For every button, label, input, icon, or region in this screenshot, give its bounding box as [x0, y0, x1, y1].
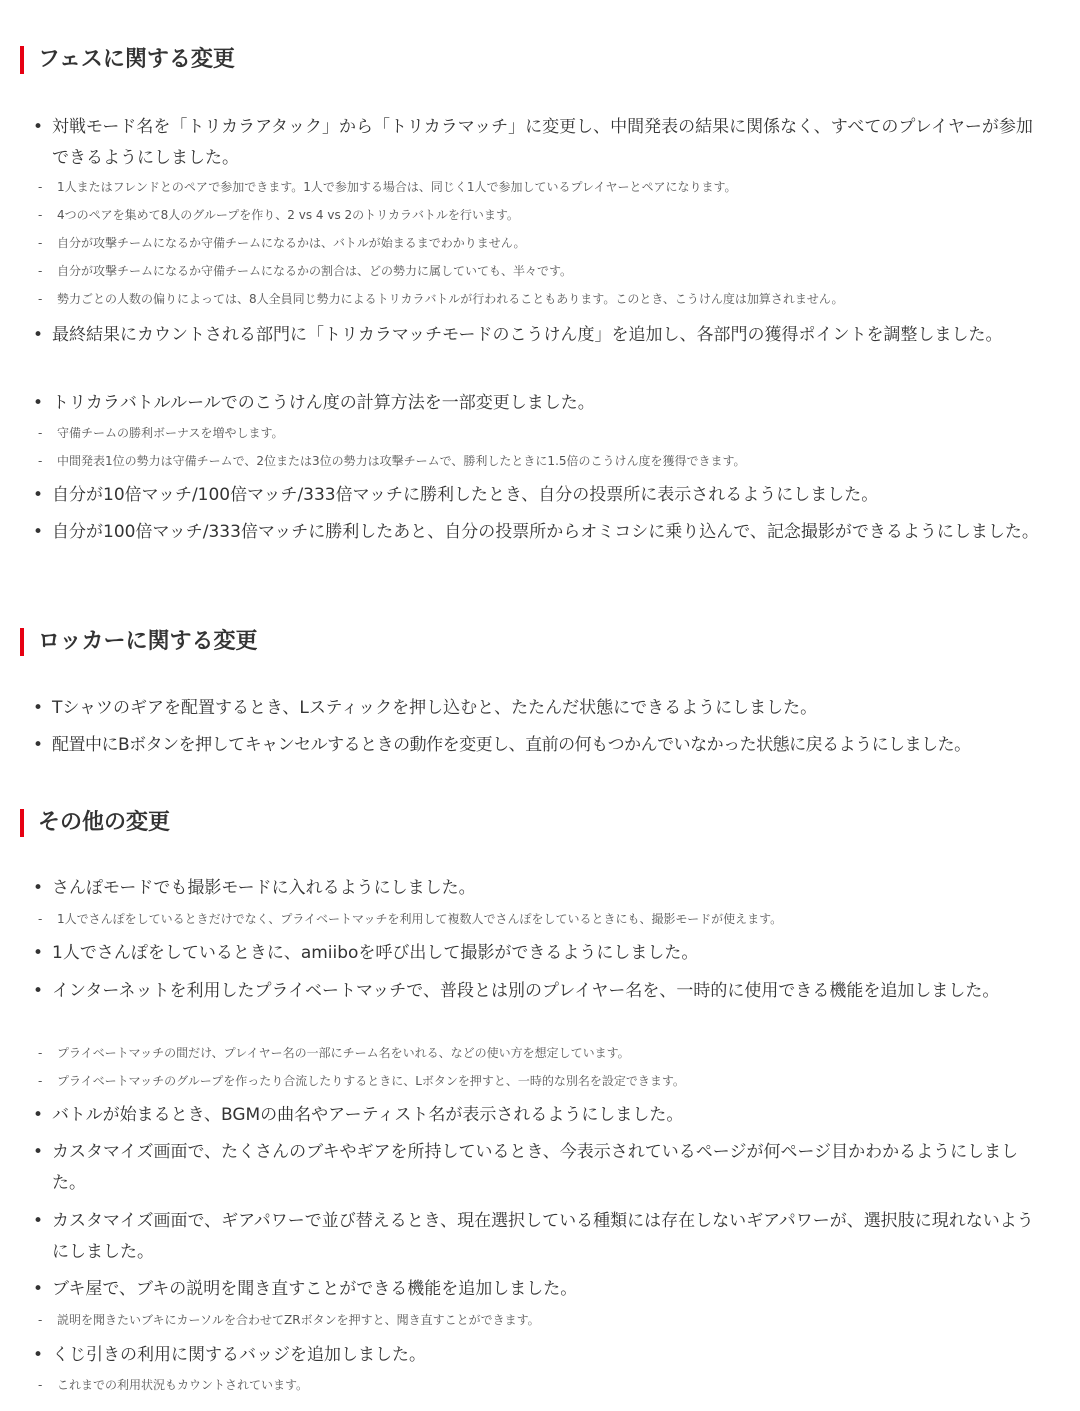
bullet-marker: • [33, 698, 44, 718]
list-item: インターネットを利用したプライベートマッチで、普段とは別のプレイヤー名を、一時的に使用できる機能を追加しました。 [52, 981, 1000, 1001]
bullet-marker: • [33, 325, 44, 345]
sub-list-item: 勢力ごとの人数の偏りによっては、8人全員同じ勢力によるトリカラバトルが行われることもあります。このとき、こうけん度は加算されません。 [57, 292, 844, 306]
dash-marker: - [38, 454, 43, 468]
dash-marker: - [38, 1378, 43, 1392]
sub-list-item: 1人でさんぽをしているときだけでなく、プライベートマッチを利用して複数人でさんぽをしているときにも、撮影モードが使えます。 [57, 912, 783, 926]
dash-marker: - [38, 426, 43, 440]
sub-list-item: 自分が攻撃チームになるか守備チームになるかは、バトルが始まるまでわかりません。 [57, 236, 526, 250]
dash-marker: - [38, 180, 43, 194]
dash-marker: - [38, 1046, 43, 1060]
list-item: 対戦モード名を「トリカラアタック」から「トリカラマッチ」に変更し、中間発表の結果に関係なく、すべてのプレイヤーが参加できるようにしました。 [52, 117, 1033, 168]
list-item: カスタマイズ画面で、たくさんのブキやギアを所持しているとき、今表示されているページが何ページ目かわかるようにしました。 [52, 1142, 1019, 1193]
bullet-marker: • [33, 878, 44, 898]
sub-list-item: これまでの利用状況もカウントされています。 [57, 1378, 309, 1392]
bullet-marker: • [33, 485, 44, 505]
bullet-marker: • [33, 522, 44, 542]
list-item: くじ引きの利用に関するバッジを追加しました。 [52, 1345, 426, 1365]
bullet-marker: • [33, 393, 44, 413]
list-item: カスタマイズ画面で、ギアパワーで並び替えるとき、現在選択している種類には存在しないギアパワーが、選択肢に現れないようにしました。 [52, 1211, 1034, 1262]
sub-list-item: 守備チームの勝利ボーナスを増やします。 [57, 426, 284, 440]
list-item: 1人でさんぽをしているときに、amiiboを呼び出して撮影ができるようにしました。 [52, 943, 699, 963]
bullet-marker: • [33, 1142, 44, 1162]
bullet-marker: • [33, 117, 44, 137]
sub-list-item: プライベートマッチのグループを作ったり合流したりするときに、Lボタンを押すと、一時的な別名を設定できます。 [57, 1074, 685, 1088]
list-item: 配置中にBボタンを押してキャンセルするときの動作を変更し、直前の何もつかんでいなかった状態に戻るようにしました。 [52, 735, 971, 755]
bullet-marker: • [33, 1279, 44, 1299]
list-item: さんぽモードでも撮影モードに入れるようにしました。 [52, 878, 476, 898]
section-title-locker: ロッカーに関する変更 [20, 628, 258, 656]
list-item: 自分が100倍マッチ/333倍マッチに勝利したあと、自分の投票所からオミコシに乗り込んで、記念撮影ができるようにしました。 [52, 522, 1039, 542]
bullet-marker: • [33, 1211, 44, 1231]
dash-marker: - [38, 236, 43, 250]
dash-marker: - [38, 912, 43, 926]
sub-list-item: 4つのペアを集めて8人のグループを作り、2 vs 4 vs 2のトリカラバトルを行います。 [57, 208, 519, 222]
dash-marker: - [38, 208, 43, 222]
sub-list-item: 1人またはフレンドとのペアで参加できます。1人で参加する場合は、同じく1人で参加しているプレイヤーとペアになります。 [57, 180, 737, 194]
list-item: ブキ屋で、ブキの説明を聞き直すことができる機能を追加しました。 [52, 1279, 578, 1299]
bullet-marker: • [33, 1345, 44, 1365]
sub-list-item: 説明を聞きたいブキにカーソルを合わせてZRボタンを押すと、聞き直すことができます。 [57, 1313, 540, 1327]
dash-marker: - [38, 264, 43, 278]
list-item: 自分が10倍マッチ/100倍マッチ/333倍マッチに勝利したとき、自分の投票所に表示されるようにしました。 [52, 485, 879, 505]
sub-list-item: プライベートマッチの間だけ、プレイヤー名の一部にチーム名をいれる、などの使い方を想定しています。 [57, 1046, 630, 1060]
bullet-marker: • [33, 943, 44, 963]
dash-marker: - [38, 1313, 43, 1327]
list-item: Tシャツのギアを配置するとき、Lスティックを押し込むと、たたんだ状態にできるようにしました。 [52, 698, 818, 718]
section-title-fes: フェスに関する変更 [20, 46, 235, 74]
sub-list-item: 中間発表1位の勢力は守備チームで、2位または3位の勢力は攻撃チームで、勝利したときに1.5倍のこうけん度を獲得できます。 [57, 454, 746, 468]
bullet-marker: • [33, 735, 44, 755]
dash-marker: - [38, 292, 43, 306]
section-title-other: その他の変更 [20, 809, 170, 837]
list-item: トリカラバトルルールでのこうけん度の計算方法を一部変更しました。 [52, 393, 595, 413]
sub-list-item: 自分が攻撃チームになるか守備チームになるかの割合は、どの勢力に属していても、半々です。 [57, 264, 573, 278]
bullet-marker: • [33, 1105, 44, 1125]
list-item: バトルが始まるとき、BGMの曲名やアーティスト名が表示されるようにしました。 [52, 1105, 684, 1125]
dash-marker: - [38, 1074, 43, 1088]
bullet-marker: • [33, 981, 44, 1001]
list-item: 最終結果にカウントされる部門に「トリカラマッチモードのこうけん度」を追加し、各部門の獲得ポイントを調整しました。 [52, 325, 1003, 345]
